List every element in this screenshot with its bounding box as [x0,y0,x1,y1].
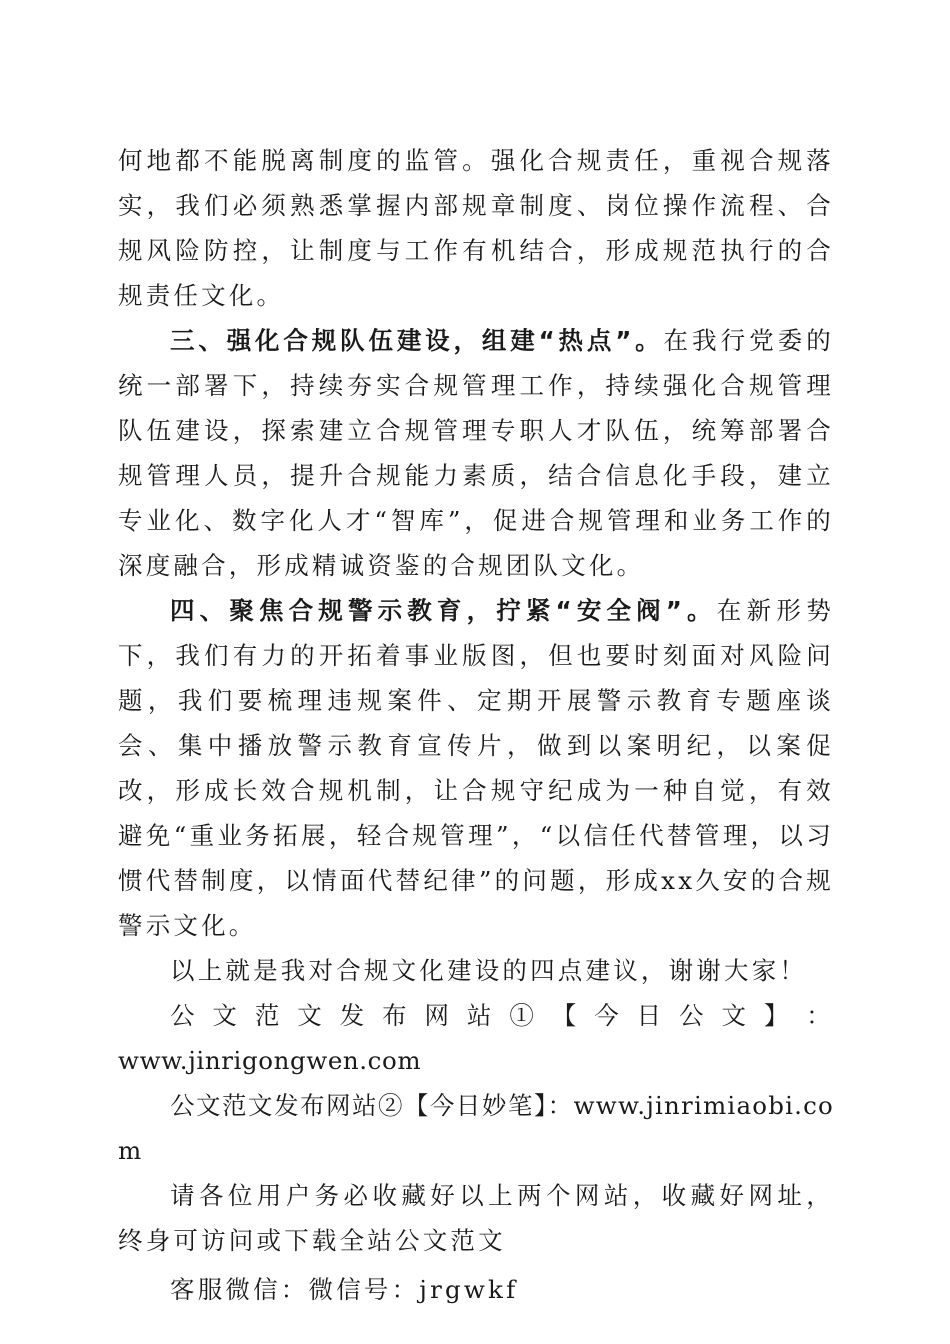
closing-remark: 以上就是我对合规文化建设的四点建议，谢谢大家！ [170,956,808,985]
paragraph-compliance-responsibility: 何地都不能脱离制度的监管。强化合规责任，重视合规落实，我们必须熟悉掌握内部规章制度、岗位操作流程、合规风险防控，让制度与工作有机结合，形成规范执行的合规责任文化。 [118,146,834,310]
section-heading-three: 三、强化合规队伍建设，组建“热点”。 [170,326,664,355]
site-one-url[interactable]: www.jinrigongwen.com [118,1046,422,1075]
customer-service: 客服微信：微信号：jrgwkf [170,1275,519,1304]
paragraph-compliance-warning [118,588,834,948]
section-body-four: 在新形势下，我们有力的开拓着事业版图，但也要时刻面对风险问题，我们要梳理违规案件、定期开展警示教育专题座谈会、集中播放警示教育宣传片，做到以案明纪，以案促改，形成长效合规机制，让合规守纪成为一种自觉，有效避免“重业务拓展，轻合规管理”，“以信任代替管理，以习惯代替制度，以情面代替纪律”的问题，形成xx久安的合规警示文化。 [118,596,834,940]
paragraph-compliance-team [118,318,834,588]
site-one-label: 公 文 范 文 发 布 网 站 ① 【 今 日 公 文 】 ： [170,1001,834,1030]
section-body-three: 在我行党委的统一部署下，持续夯实合规管理工作，持续强化合规管理队伍建设，探索建立合规管理专职人才队伍，统筹部署合规管理人员，提升合规能力素质，结合信息化手段，建立专业化、数字化人才“智库”，促进合规管理和业务工作的深度融合，形成精诚资鉴的合规团队文化。 [118,326,835,580]
bookmark-notice: 请各位用户务必收藏好以上两个网站，收藏好网址，终身可访问或下载全站公文范文 [118,1181,834,1255]
site-two-line: 公文范文发布网站②【今日妙笔】：www.jinrimiaobi.com [118,1091,834,1165]
document-body [118,138,834,1312]
section-heading-four: 四、聚焦合规警示教育，拧紧“安全阀”。 [170,596,717,625]
